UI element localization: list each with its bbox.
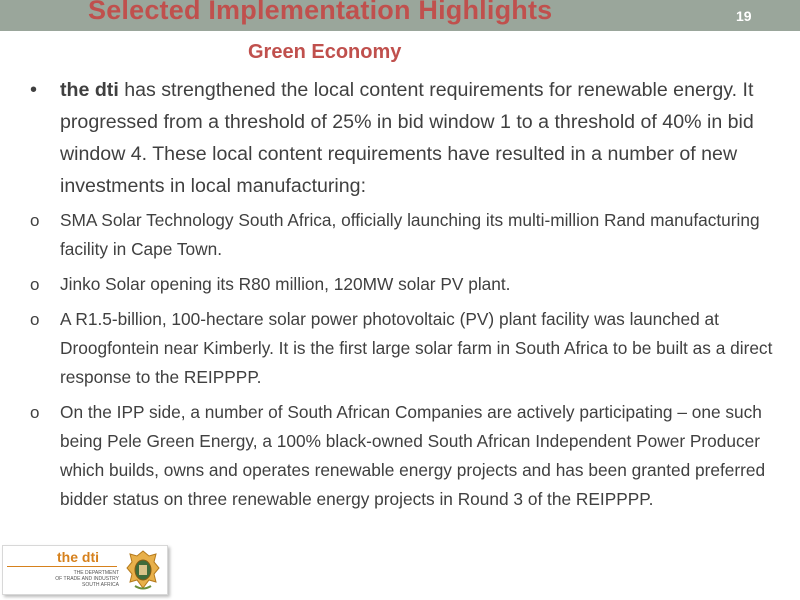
list-item-text: SMA Solar Technology South Africa, officially launching its multi-million Rand manufacturing facility in Cape Town.: [60, 210, 760, 259]
main-bullet: [30, 74, 780, 202]
lead-bold: the dti: [60, 79, 119, 101]
slide-title: Selected Implementation Highlights: [88, 0, 553, 25]
slide-content: [30, 74, 780, 520]
logo-caption-line: THE DEPARTMENT: [73, 570, 119, 576]
list-item: [30, 305, 780, 392]
bullet-icon: •: [30, 79, 38, 101]
logo-caption: [55, 570, 119, 588]
logo-divider: [7, 566, 117, 567]
list-item: [30, 270, 780, 299]
logo-caption-line: OF TRADE AND INDUSTRY: [55, 576, 119, 582]
list-item: [30, 206, 780, 264]
circle-bullet-icon: o: [30, 211, 40, 230]
list-item-text: Jinko Solar opening its R80 million, 120MW solar PV plant.: [60, 274, 511, 294]
main-bullet-text: [60, 74, 780, 202]
title-bar: [0, 0, 800, 31]
list-item: [30, 398, 780, 514]
circle-bullet-icon: o: [30, 275, 40, 294]
list-item-text: A R1.5-billion, 100-hectare solar power photovoltaic (PV) plant facility was launched at Droogfontein near Kimberly. It is the first large solar farm in South Africa to be built as a direct response to the REIPPPP.: [60, 309, 773, 387]
list-item-text: On the IPP side, a number of South African Companies are actively participating – one such being Pele Green Energy, a 100% black-owned South African Independent Power Producer which builds, owns and operates renewable energy projects and has been granted preferred bidder status on three renewable energy projects in Round 3 of the REIPPPP.: [60, 402, 766, 509]
lead-text: has strengthened the local content requirements for renewable energy. It progressed from a threshold of 25% in bid window 1 to a threshold of 40% in bid window 4. These local content requirements have resulted in a number of new investments in local manufacturing:: [60, 79, 754, 197]
circle-bullet-icon: o: [30, 403, 40, 422]
slide-subtitle: Green Economy: [248, 41, 402, 63]
coat-of-arms-icon: [123, 548, 163, 592]
logo-title: the dti: [57, 549, 99, 565]
slide-number: 19: [736, 8, 752, 24]
circle-bullet-icon: o: [30, 310, 40, 329]
dti-logo: [2, 545, 168, 595]
logo-caption-line: SOUTH AFRICA: [82, 582, 119, 588]
